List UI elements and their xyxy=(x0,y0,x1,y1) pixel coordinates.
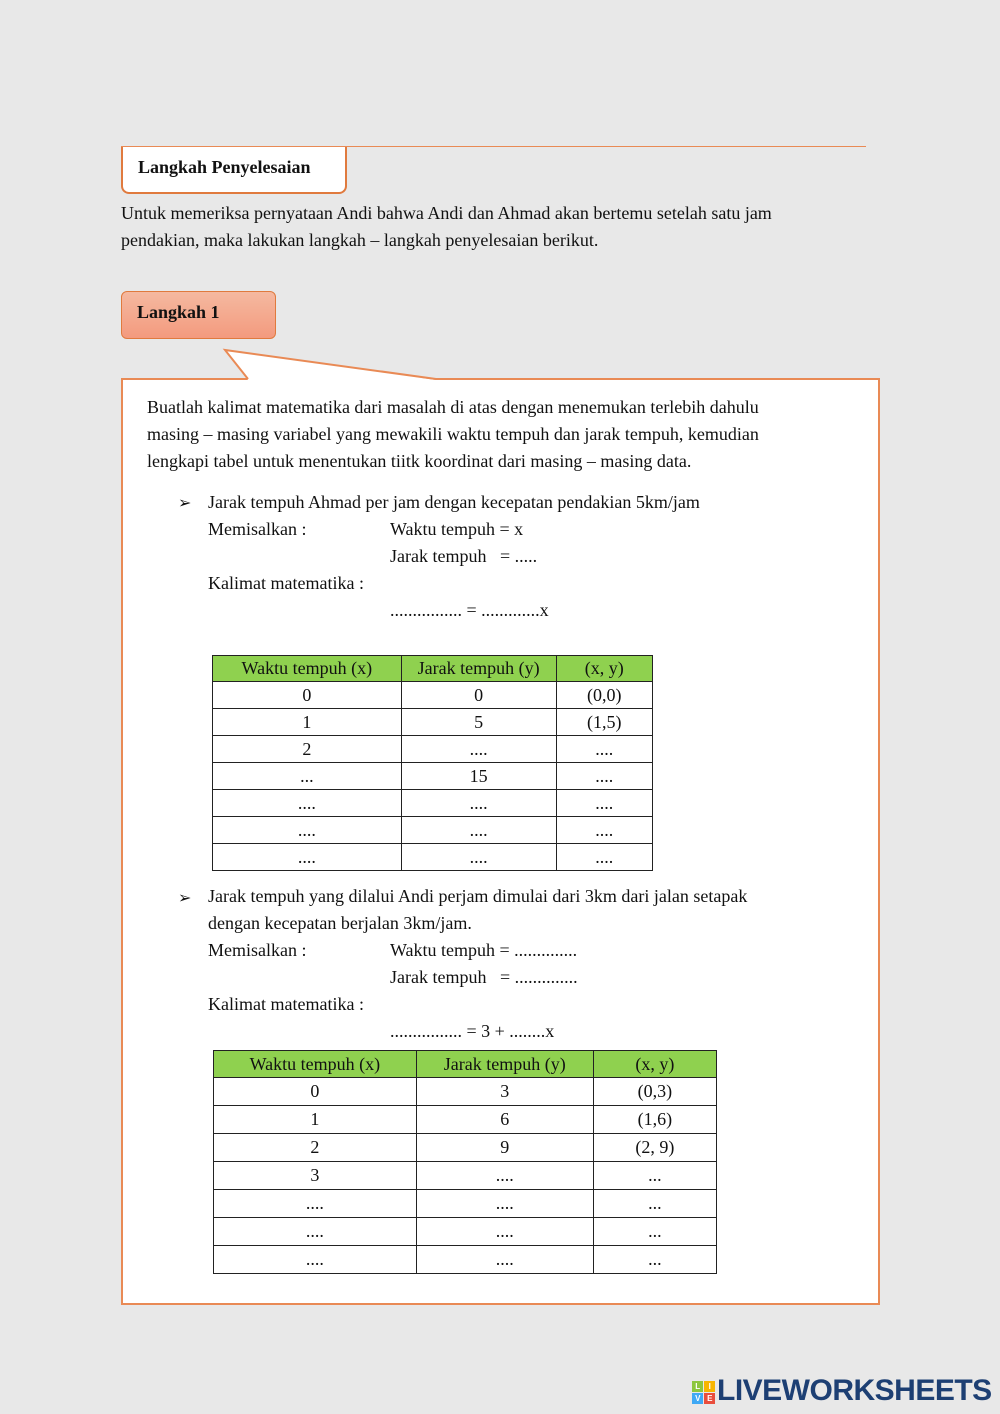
blank-cell[interactable]: .... xyxy=(401,736,556,763)
table-row xyxy=(214,1162,717,1190)
part1-var1: Waktu tempuh = x xyxy=(390,519,524,539)
table-cell: (0,0) xyxy=(556,682,652,709)
table-cell: 0 xyxy=(401,682,556,709)
part1-misal-label: Memisalkan : xyxy=(208,519,307,539)
table-header-row xyxy=(213,656,653,682)
logo-letter: L xyxy=(692,1381,703,1392)
blank-cell[interactable]: .... xyxy=(213,817,402,844)
table-cell: 0 xyxy=(214,1078,417,1106)
table-row xyxy=(214,1106,717,1134)
blank-cell[interactable]: ... xyxy=(213,763,402,790)
live-logo-icon xyxy=(692,1381,715,1404)
table-andi xyxy=(213,1050,717,1274)
part1-equation-blank[interactable]: ................ = .............x xyxy=(390,600,549,620)
section-title: Langkah Penyelesaian xyxy=(121,147,347,194)
table-cell: (1,6) xyxy=(593,1106,716,1134)
table-row xyxy=(213,844,653,871)
table-cell: (0,3) xyxy=(593,1078,716,1106)
logo-letter: E xyxy=(704,1393,715,1404)
blank-cell[interactable]: .... xyxy=(214,1218,417,1246)
intro-line: Untuk memeriksa pernyataan Andi bahwa Andi dan Ahmad akan bertemu setelah satu jam xyxy=(121,203,772,223)
table-header-row xyxy=(214,1051,717,1078)
step-label: Langkah 1 xyxy=(121,291,276,339)
blank-cell[interactable]: .... xyxy=(556,763,652,790)
table-row xyxy=(213,763,653,790)
table-cell: 3 xyxy=(214,1162,417,1190)
part2-kalimat-label: Kalimat matematika : xyxy=(208,994,364,1014)
blank-cell[interactable]: .... xyxy=(401,790,556,817)
table-row xyxy=(214,1134,717,1162)
part2-title-line: Jarak tempuh yang dilalui Andi perjam dimulai dari 3km dari jalan setapak xyxy=(208,886,748,906)
instruction-line: Buatlah kalimat matematika dari masalah di atas dengan menemukan terlebih dahulu xyxy=(147,397,759,417)
table-cell: 5 xyxy=(401,709,556,736)
logo-text: LIVEWORKSHEETS xyxy=(717,1374,992,1407)
logo-letter: V xyxy=(692,1393,703,1404)
table-row xyxy=(213,790,653,817)
column-header: Jarak tempuh (y) xyxy=(401,656,556,682)
instruction-text xyxy=(147,394,759,475)
blank-cell[interactable]: ... xyxy=(593,1246,716,1274)
table-cell: 2 xyxy=(214,1134,417,1162)
column-header: Jarak tempuh (y) xyxy=(416,1051,593,1078)
table-cell: 2 xyxy=(213,736,402,763)
table-row xyxy=(213,682,653,709)
blank-cell[interactable]: .... xyxy=(214,1190,417,1218)
part1-kalimat-label: Kalimat matematika : xyxy=(208,573,364,593)
table-row xyxy=(214,1190,717,1218)
part2-var1-blank[interactable]: Waktu tempuh = .............. xyxy=(390,940,578,960)
blank-cell[interactable]: .... xyxy=(401,844,556,871)
blank-cell[interactable]: .... xyxy=(416,1246,593,1274)
intro-line: pendakian, maka lakukan langkah – langkah penyelesaian berikut. xyxy=(121,230,599,250)
table-cell: 1 xyxy=(213,709,402,736)
blank-cell[interactable]: .... xyxy=(416,1218,593,1246)
part1-title: Jarak tempuh Ahmad per jam dengan kecepatan pendakian 5km/jam xyxy=(208,492,700,512)
blank-cell[interactable]: .... xyxy=(213,790,402,817)
table-row xyxy=(213,709,653,736)
blank-cell[interactable]: .... xyxy=(214,1246,417,1274)
blank-cell[interactable]: .... xyxy=(556,817,652,844)
blank-cell[interactable]: .... xyxy=(556,790,652,817)
table-cell: 15 xyxy=(401,763,556,790)
blank-cell[interactable]: .... xyxy=(401,817,556,844)
table-ahmad xyxy=(212,655,653,871)
part2-title xyxy=(208,883,747,937)
table-cell: (1,5) xyxy=(556,709,652,736)
liveworksheets-logo xyxy=(692,1374,992,1408)
blank-cell[interactable]: ... xyxy=(593,1190,716,1218)
bullet-arrow-icon: ➢ xyxy=(178,890,192,907)
blank-cell[interactable]: .... xyxy=(556,736,652,763)
column-header: Waktu tempuh (x) xyxy=(213,656,402,682)
part2-misal-label: Memisalkan : xyxy=(208,940,307,960)
logo-letter: I xyxy=(704,1381,715,1392)
table-cell: 1 xyxy=(214,1106,417,1134)
instruction-line: lengkapi tabel untuk menentukan tiitk koordinat dari masing – masing data. xyxy=(147,451,692,471)
column-header: (x, y) xyxy=(556,656,652,682)
bullet-arrow-icon: ➢ xyxy=(178,495,192,512)
table-cell: 3 xyxy=(416,1078,593,1106)
table-cell: 9 xyxy=(416,1134,593,1162)
table-cell: 0 xyxy=(213,682,402,709)
table-row xyxy=(213,736,653,763)
table-row xyxy=(214,1078,717,1106)
table-row xyxy=(213,817,653,844)
table-row xyxy=(214,1218,717,1246)
part2-var2-blank[interactable]: Jarak tempuh = .............. xyxy=(390,967,578,987)
column-header: (x, y) xyxy=(593,1051,716,1078)
instruction-line: masing – masing variabel yang mewakili waktu tempuh dan jarak tempuh, kemudian xyxy=(147,424,759,444)
part2-title-line: dengan kecepatan berjalan 3km/jam. xyxy=(208,913,472,933)
blank-cell[interactable]: .... xyxy=(213,844,402,871)
blank-cell[interactable]: ... xyxy=(593,1218,716,1246)
part1-var2: Jarak tempuh = ..... xyxy=(390,546,538,566)
blank-cell[interactable]: .... xyxy=(416,1190,593,1218)
blank-cell[interactable]: .... xyxy=(416,1162,593,1190)
column-header: Waktu tempuh (x) xyxy=(214,1051,417,1078)
blank-cell[interactable]: .... xyxy=(556,844,652,871)
table-cell: (2, 9) xyxy=(593,1134,716,1162)
table-row xyxy=(214,1246,717,1274)
table-cell: 6 xyxy=(416,1106,593,1134)
blank-cell[interactable]: ... xyxy=(593,1162,716,1190)
part2-equation-blank[interactable]: ................ = 3 + ........x xyxy=(390,1021,555,1041)
callout-tail xyxy=(0,0,1000,400)
